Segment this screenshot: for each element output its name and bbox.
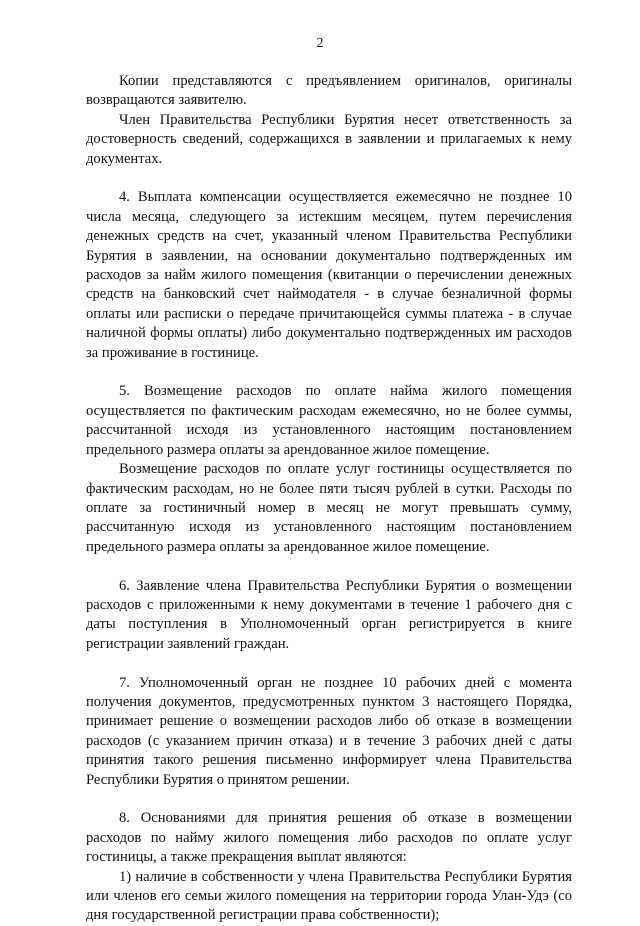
paragraph-item-7: 7. Уполномоченный орган не позднее 10 рабочих дней с момента получения документов, предусмотренных пунктом 3 настоящего Порядка, принимает решение о возмещении расходов либо об отказе в возмещении расходов (с указанием причин отказа) и в течение 3 рабочих дней с даты принятия такого решения письменно информирует члена Правительства Республики Бурятия о принятом решении. — [86, 674, 572, 788]
paragraph-item-6: 6. Заявление члена Правительства Республики Бурятия о возмещении расходов с приложенными к нему документами в течение 1 рабочего дня с даты поступления в Уполномоченный орган регистрируется в книге регистрации заявлений граждан. — [86, 577, 572, 652]
paragraph-hotel-expenses: Возмещение расходов по оплате услуг гостиницы осуществляется по фактическим расходам, но не более пяти тысяч рублей в сутки. Расходы по оплате за гостиничный номер в месяц не могут превышать сумму, рассчитанную исходя из установленного настоящим постановлением предельного размера оплаты за арендованное жилое помещение. — [86, 461, 572, 555]
paragraph-gap — [86, 557, 572, 576]
paragraph-gap — [86, 169, 572, 188]
paragraph-item-4: 4. Выплата компенсации осуществляется ежемесячно не позднее 10 числа месяца, следующего за истекшим месяцем, путем перечисления денежных средств на счет, указанный членом Правительства Республики Бурятия в заявлении, на основании документально подтвержденных им расходов за найм жилого помещения (квитанции о перечислении денежных средств на банковский счет наймодателя - в случае безналичной формы оплаты или расписки о передаче причитающейся суммы платежа - в случае наличной формы оплаты) либо документально подтвержденных им расходов за проживание в гостинице. — [86, 189, 572, 361]
document-body — [86, 72, 572, 926]
paragraph-item-8-subitem-1: 1) наличие в собственности у члена Правительства Республики Бурятия или членов его семьи жилого помещения на территории города Улан-Удэ (со дня государственной регистрации права собственности); — [86, 868, 572, 924]
paragraph-gap — [86, 654, 572, 673]
page-number: 2 — [316, 36, 324, 51]
paragraph-copies: Копии представляются с предъявлением оригиналов, оригиналы возвращаются заявителю. — [86, 73, 572, 109]
paragraph-responsibility: Член Правительства Республики Бурятия несет ответственность за достоверность сведений, содержащихся в заявлении и прилагаемых к нему документах. — [86, 111, 572, 167]
paragraph-gap — [86, 790, 572, 809]
paragraph-gap — [86, 363, 572, 382]
paragraph-item-8: 8. Основаниями для принятия решения об отказе в возмещении расходов по найму жилого помещения либо расходов по оплате услуг гостиницы, а также прекращения выплат являются: — [86, 810, 572, 866]
paragraph-item-5: 5. Возмещение расходов по оплате найма жилого помещения осуществляется по фактическим расходам ежемесячно, но не более суммы, рассчитанной исходя из установленного настоящим постановлением предельного размера оплаты за арендованное жилое помещение. — [86, 383, 572, 458]
